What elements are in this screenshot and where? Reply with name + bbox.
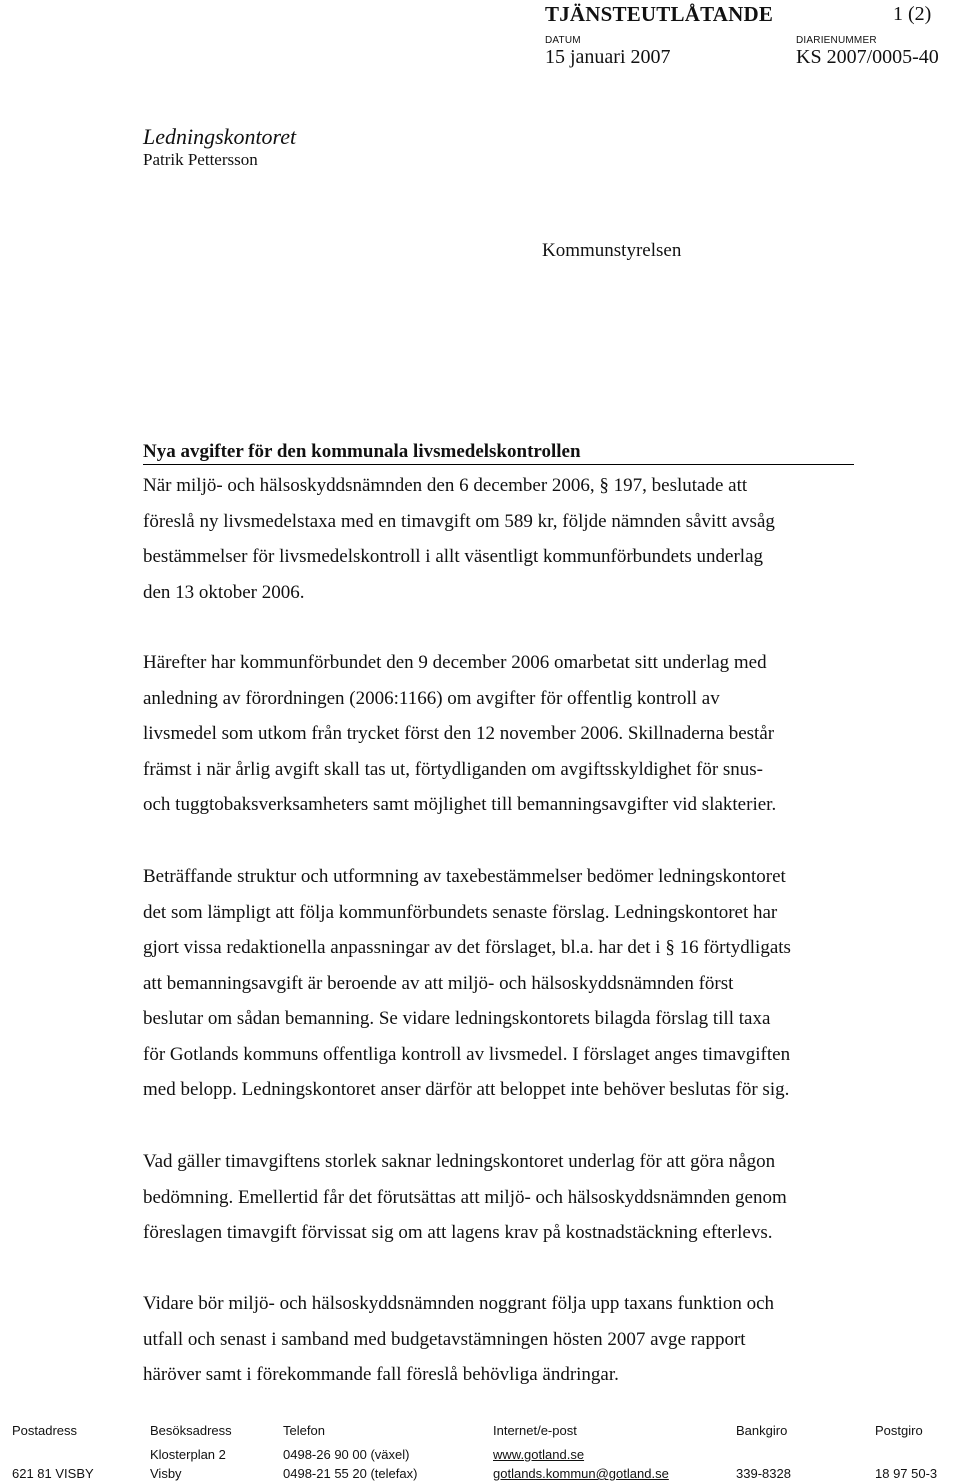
page-footer	[0, 1405, 960, 1483]
phone-switchboard: 0498-26 90 00 (växel)	[283, 1447, 410, 1462]
paragraph-line: för Gotlands kommuns offentliga kontroll av livsmedel. I förslaget anges timavgiften	[143, 1043, 791, 1065]
paragraph-line: Beträffande struktur och utformning av taxebestämmelser bedömer ledningskontoret	[143, 866, 786, 887]
document-type: TJÄNSTEUTLÅTANDE	[545, 2, 774, 26]
sender-author: Patrik Pettersson	[143, 150, 258, 169]
paragraph-5	[143, 1286, 863, 1393]
paragraph-line: föreslå ny livsmedelstaxa med en timavgift om 589 kr, följde nämnden såvitt avsåg	[143, 510, 775, 532]
postal-address-value: 621 81 VISBY	[12, 1466, 94, 1481]
bankgiro-label: Bankgiro	[736, 1423, 788, 1438]
paragraph-line: livsmedel som utkom från trycket först den 12 november 2006. Skillnaderna består	[143, 723, 775, 744]
sender-office: Ledningskontoret	[143, 124, 297, 149]
document-title: Nya avgifter för den kommunala livsmedelskontrollen	[143, 441, 581, 462]
paragraph-2	[143, 645, 863, 823]
phone-label: Telefon	[283, 1423, 325, 1438]
page-number: 1 (2)	[893, 3, 932, 25]
paragraph-line: Vidare bör miljö- och hälsoskyddsnämnden noggrant följa upp taxans funktion och	[143, 1293, 775, 1314]
title-underline	[143, 464, 854, 465]
recipient: Kommunstyrelsen	[542, 240, 682, 261]
document-date: 15 januari 2007	[545, 46, 671, 68]
postgiro-value: 18 97 50-3	[875, 1466, 938, 1481]
paragraph-line: föreslagen timavgift förvissat sig om att lagens krav på kostnadstäckning efterlevs.	[143, 1222, 773, 1243]
paragraph-line: den 13 oktober 2006.	[143, 581, 305, 603]
paragraph-line: utfall och senast i samband med budgetavstämningen hösten 2007 avge rapport	[143, 1328, 746, 1350]
phone-telefax: 0498-21 55 20 (telefax)	[283, 1466, 418, 1481]
diary-number: KS 2007/0005-40	[796, 46, 939, 68]
paragraph-line: Vad gäller timavgiftens storlek saknar ledningskontoret underlag för att göra någon	[143, 1151, 776, 1172]
paragraph-line: främst i när årlig avgift skall tas ut, förtydliganden om avgiftsskyldighet för snus-	[143, 758, 764, 780]
paragraph-line: med belopp. Ledningskontoret anser därför att beloppet inte behöver beslutas för sig.	[143, 1079, 790, 1100]
paragraph-line: anledning av förordningen (2006:1166) om avgifter för offentlig kontroll av	[143, 687, 720, 709]
paragraph-line: att bemanningsavgift är beroende av att miljö- och hälsoskyddsnämnden först	[143, 972, 734, 994]
paragraph-line: beslutar om sådan bemanning. Se vidare ledningskontorets bilagda förslag till taxa	[143, 1008, 771, 1029]
paragraph-line: Härefter har kommunförbundet den 9 december 2006 omarbetat sitt underlag med	[143, 652, 767, 673]
paragraph-1	[143, 468, 863, 610]
internet-label: Internet/e-post	[493, 1423, 577, 1438]
bankgiro-value: 339-8328	[736, 1466, 791, 1481]
paragraph-line: bestämmelser för livsmedelskontroll i allt väsentligt kommunförbundets underlag	[143, 546, 764, 567]
postal-address-label: Postadress	[12, 1423, 78, 1438]
paragraph-line: häröver samt i förekommande fall föreslå behövliga ändringar.	[143, 1364, 619, 1385]
diary-number-label: DIARIENUMMER	[796, 35, 877, 46]
paragraph-4	[143, 1144, 863, 1251]
date-label: DATUM	[545, 35, 581, 46]
paragraph-line: gjort vissa redaktionella anpassningar av det förslaget, bl.a. har det i § 16 förtydligats	[143, 937, 791, 958]
paragraph-3	[143, 859, 863, 1108]
visiting-address-label: Besöksadress	[150, 1423, 232, 1438]
website-link[interactable]: www.gotland.se	[493, 1447, 585, 1462]
visiting-address-city: Visby	[150, 1466, 182, 1481]
paragraph-line: bedömning. Emellertid får det förutsättas att miljö- och hälsoskyddsnämnden genom	[143, 1186, 787, 1208]
postgiro-label: Postgiro	[875, 1423, 923, 1438]
visiting-address-street: Klosterplan 2	[150, 1447, 226, 1462]
paragraph-line: När miljö- och hälsoskyddsnämnden den 6 december 2006, § 197, beslutade att	[143, 475, 748, 496]
email-link[interactable]: gotlands.kommun@gotland.se	[493, 1466, 669, 1481]
paragraph-line: och tuggtobaksverksamheters samt möjlighet till bemanningsavgifter vid slakterier.	[143, 794, 777, 815]
paragraph-line: det som lämpligt att följa kommunförbundets senaste förslag. Ledningskontoret har	[143, 901, 778, 923]
